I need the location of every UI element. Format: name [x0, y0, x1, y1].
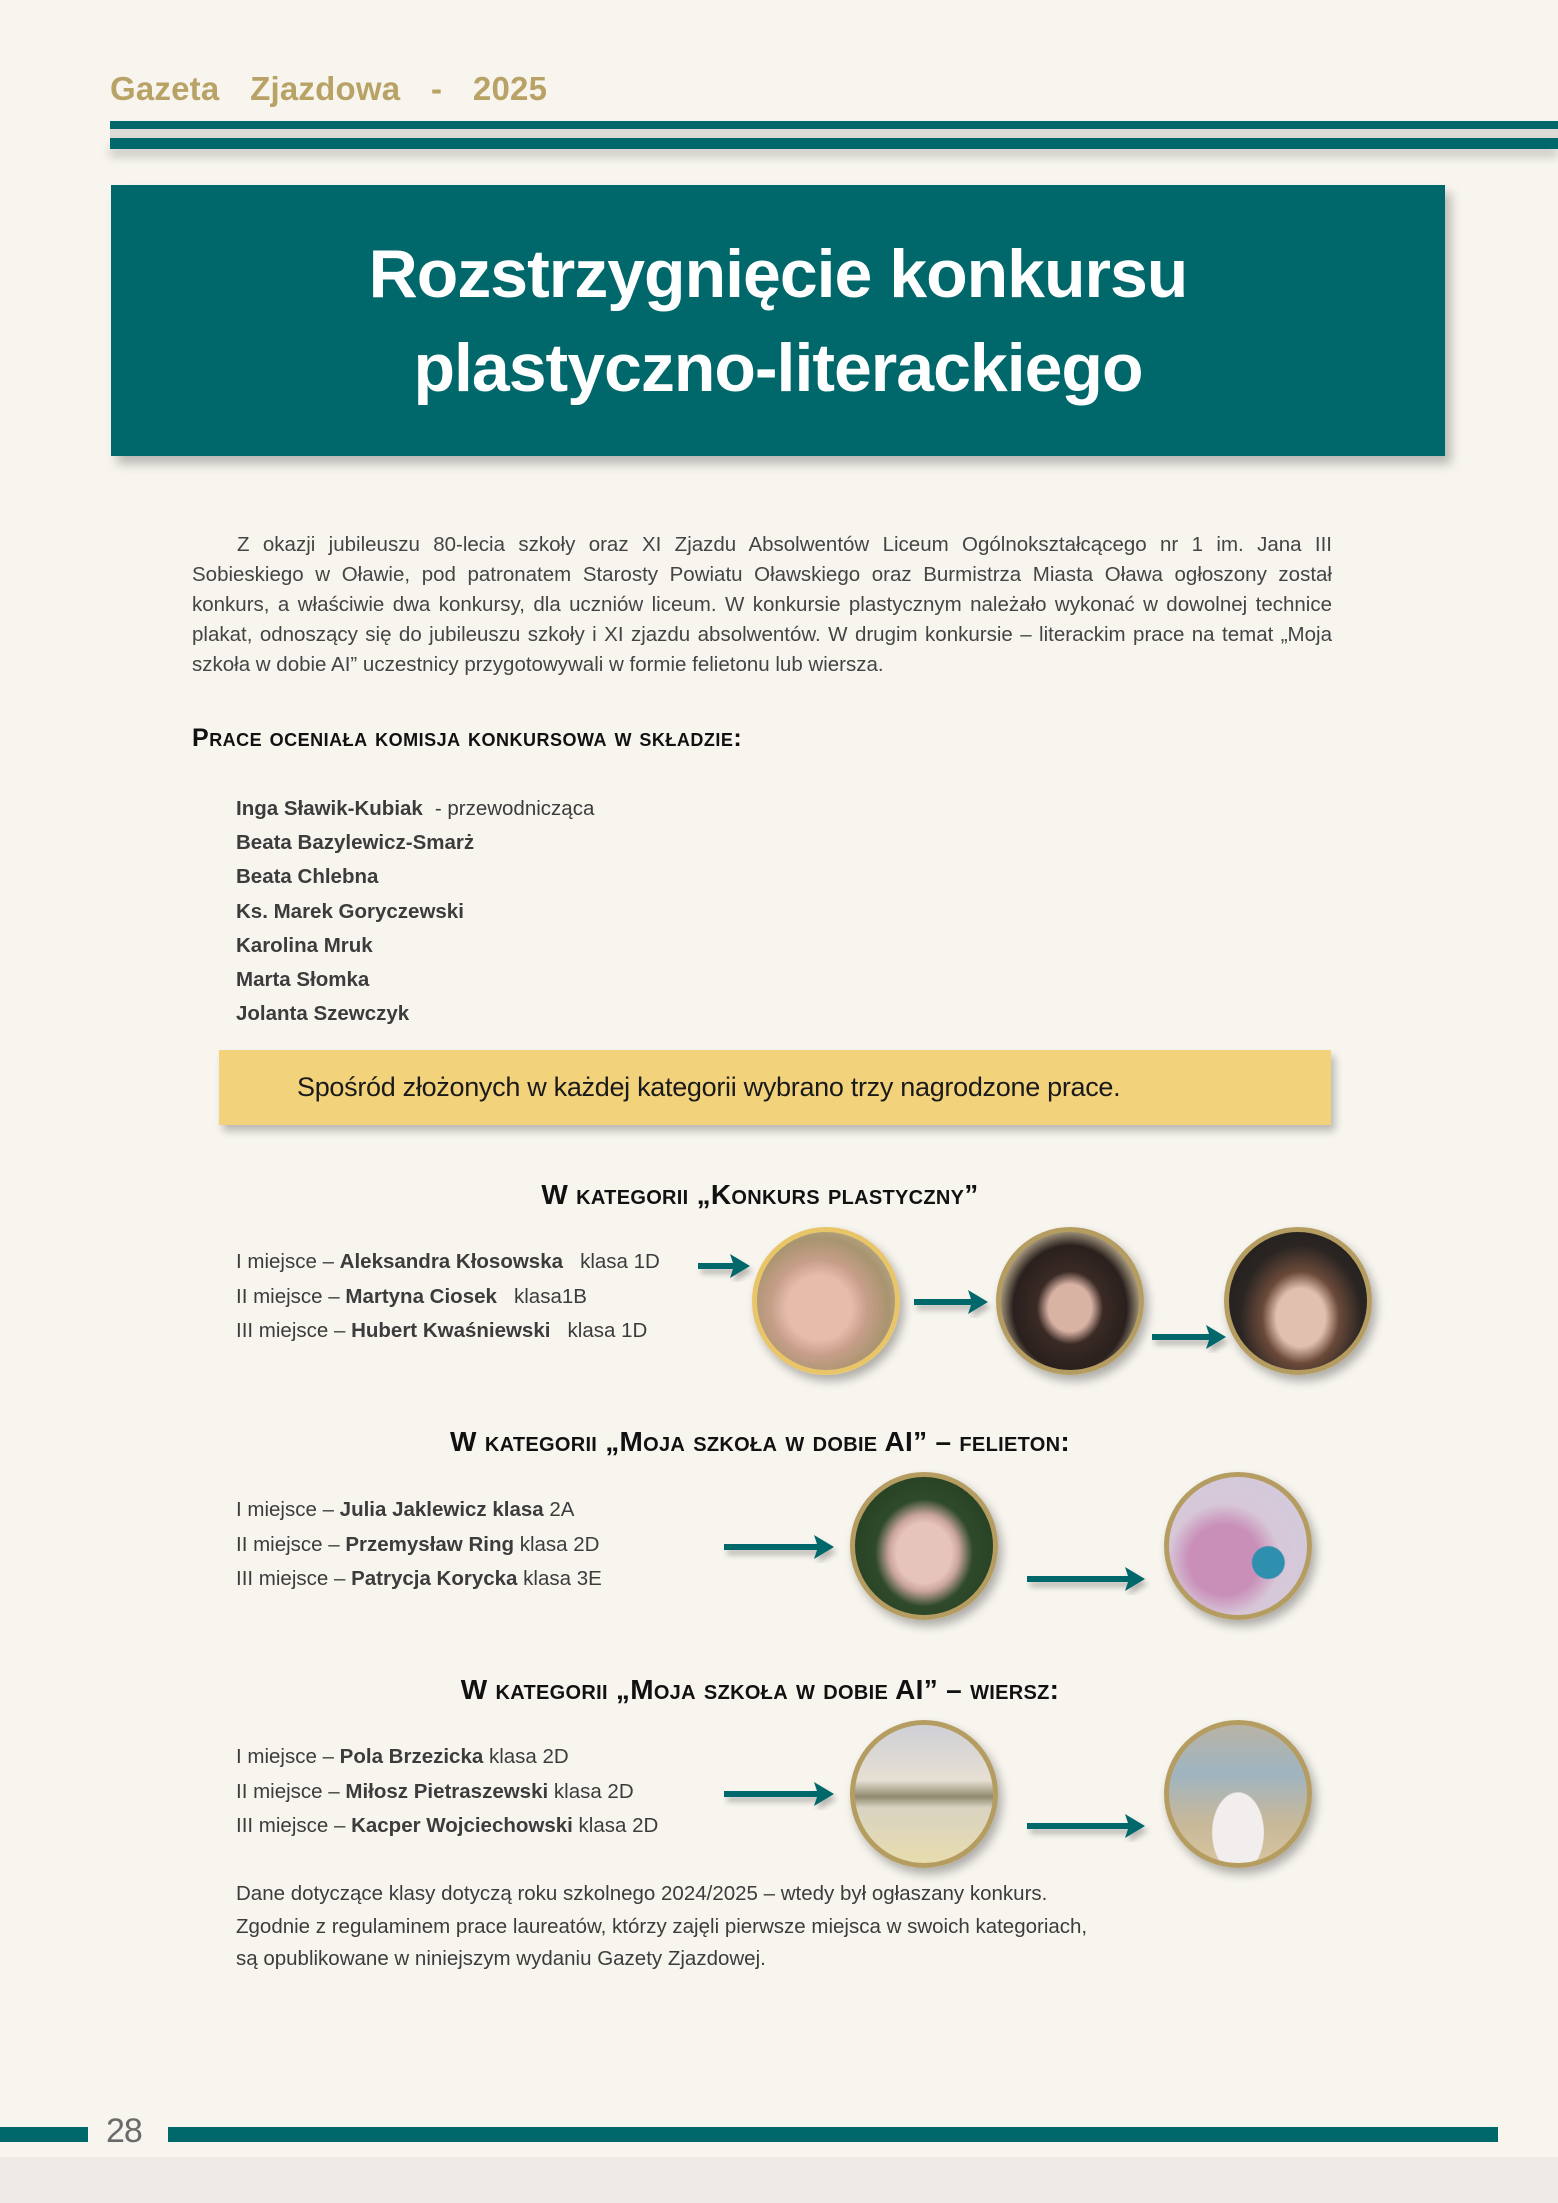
member-role: - przewodnicząca — [434, 797, 595, 820]
banner-text: Spośród złożonych w każdej kategorii wybrano trzy nagrodzone prace. — [297, 1072, 1121, 1102]
header-rule-gap — [110, 129, 1558, 138]
winner-name: Patrycja Korycka — [351, 1567, 518, 1590]
winner-name: Aleksandra Kłosowska — [339, 1250, 563, 1273]
category-heading-plastyczny: W kategorii „Konkurs plastyczny” — [541, 1179, 979, 1210]
winner-name: Julia Jaklewicz klasa — [339, 1498, 544, 1521]
winner-class: klasa 1D — [550, 1319, 648, 1342]
intro-paragraph: Z okazji jubileuszu 80-lecia szkoły oraz XI Zjazdu Absolwentów Liceum Ogólnokształcącego nr 1 im. Jana III Sobieskiego w Oławie, pod patronatem Starosty Powiatu Oławskiego oraz Burmistrza Miasta Oława ogłoszony został konkurs, a właściwie dwa konkursy, dla uczniów liceum. W konkursie plastycznym należało wykonać w dowolnej technice plakat, odnoszący się do jubileuszu szkoły i XI zjazdu absolwentów. W drugim konkursie – literackim prace na temat „Moja szkoła w dobie AI” uczestnicy przygotowywali w formie felietonu lub wiersza. — [192, 533, 1332, 676]
winner-row — [236, 1493, 602, 1528]
page-bottom-margin — [0, 2157, 1558, 2203]
winner-class: klasa 2D — [548, 1779, 634, 1803]
winner-class: klasa 2D — [572, 1814, 659, 1837]
note-line: Dane dotyczące klasy dotyczą roku szkolnego 2024/2025 – wtedy był ogłaszany konkurs. — [236, 1882, 1048, 1905]
winner-class: klasa 1D — [563, 1250, 660, 1273]
note-line: są opublikowane w niniejszym wydaniu Gazety Zjazdowej. — [236, 1947, 766, 1970]
highlight-banner — [219, 1050, 1331, 1125]
winner-place: III miejsce – — [236, 1814, 352, 1837]
winner-place: III miejsce – — [236, 1319, 352, 1342]
portrait-martyna-ciosek — [996, 1227, 1144, 1375]
header-rule-bottom — [110, 138, 1558, 149]
closing-notes — [236, 1878, 1087, 1976]
winners-list-wiersz — [236, 1740, 658, 1844]
winner-place: II miejsce – — [236, 1779, 346, 1803]
footer-rule-left — [0, 2127, 88, 2142]
winner-row — [236, 1528, 602, 1563]
winner-row — [236, 1245, 660, 1280]
winner-name: Przemysław Ring — [345, 1532, 514, 1556]
committee-member — [236, 860, 594, 894]
member-name: Marta Słomka — [236, 968, 370, 992]
member-name: Ks. Marek Goryczewski — [236, 899, 464, 923]
category-heading-wiersz: W kategorii „Moja szkoła w dobie AI” – wiersz: — [460, 1674, 1060, 1705]
winner-place: III miejsce – — [236, 1567, 352, 1590]
footer-rule-right — [168, 2127, 1498, 2142]
header-rule-top — [110, 121, 1558, 129]
committee-heading: Prace oceniała komisja konkursowa w składzie: — [192, 724, 743, 752]
winner-class: klasa 2D — [483, 1745, 569, 1768]
category-heading-felieton: W kategorii „Moja szkoła w dobie AI” – felieton: — [450, 1426, 1070, 1457]
winner-class: klasa 2D — [514, 1532, 600, 1556]
winner-class: klasa 3E — [517, 1567, 602, 1590]
winner-name: Hubert Kwaśniewski — [351, 1319, 551, 1342]
portrait-patrycja-korycka — [1164, 1472, 1312, 1620]
committee-member — [236, 826, 594, 860]
winners-list-felieton — [236, 1493, 602, 1597]
winners-list-plastyczny — [236, 1245, 660, 1349]
portrait-aleksandra-klosowska — [752, 1227, 900, 1375]
portrait-hubert-kwasniewski — [1224, 1227, 1372, 1375]
member-name: Beata Chlebna — [236, 865, 379, 889]
committee-list — [236, 792, 594, 1031]
winner-class: 2A — [543, 1498, 575, 1521]
arrow-right-icon — [1150, 1323, 1232, 1353]
note-line: Zgodnie z regulaminem prace laureatów, którzy zajęli pierwsze miejsca w swoich kategoriach, — [236, 1914, 1088, 1938]
portrait-kacper-wojciechowski — [1164, 1720, 1312, 1868]
winner-row — [236, 1280, 660, 1315]
article-title-line-1: Rozstrzygnięcie konkursu — [368, 235, 1188, 312]
arrow-right-icon — [1025, 1565, 1155, 1595]
winner-row — [236, 1562, 602, 1597]
committee-member — [236, 895, 594, 929]
member-name: Inga Sławik-Kubiak — [236, 797, 423, 820]
committee-member — [236, 997, 594, 1031]
article-title-box — [111, 185, 1445, 456]
committee-member — [236, 792, 594, 826]
winner-name: Kacper Wojciechowski — [351, 1814, 573, 1837]
winner-place: I miejsce – — [236, 1745, 340, 1768]
member-name: Karolina Mruk — [236, 933, 373, 957]
running-head-title: Gazeta Zjazdowa - 2025 — [110, 70, 548, 107]
winner-place: I miejsce – — [236, 1498, 340, 1521]
winner-name: Miłosz Pietraszewski — [345, 1779, 549, 1803]
arrow-right-icon — [1025, 1812, 1155, 1842]
winner-place: I miejsce – — [236, 1250, 340, 1273]
portrait-milosz-pietraszewski — [850, 1720, 998, 1868]
winner-row — [236, 1314, 660, 1349]
winner-row — [236, 1809, 658, 1844]
member-name: Beata Bazylewicz-Smarż — [236, 831, 475, 855]
winner-row — [236, 1775, 658, 1810]
arrow-right-icon — [696, 1252, 756, 1282]
page-number: 28 — [106, 2112, 142, 2150]
arrow-right-icon — [722, 1780, 842, 1810]
article-title-line-2: plastyczno-literackiego — [413, 329, 1143, 406]
winner-row — [236, 1740, 658, 1775]
arrow-right-icon — [912, 1288, 994, 1318]
winner-name: Martyna Ciosek — [345, 1284, 497, 1308]
winner-name: Pola Brzezicka — [339, 1745, 484, 1768]
winner-place: II miejsce – — [236, 1532, 346, 1556]
arrow-right-icon — [722, 1533, 842, 1563]
winner-place: II miejsce – — [236, 1284, 346, 1308]
member-name: Jolanta Szewczyk — [236, 1002, 410, 1026]
portrait-przemyslaw-ring — [850, 1472, 998, 1620]
committee-member — [236, 963, 594, 997]
winner-class: klasa1B — [496, 1284, 587, 1308]
committee-member — [236, 929, 594, 963]
